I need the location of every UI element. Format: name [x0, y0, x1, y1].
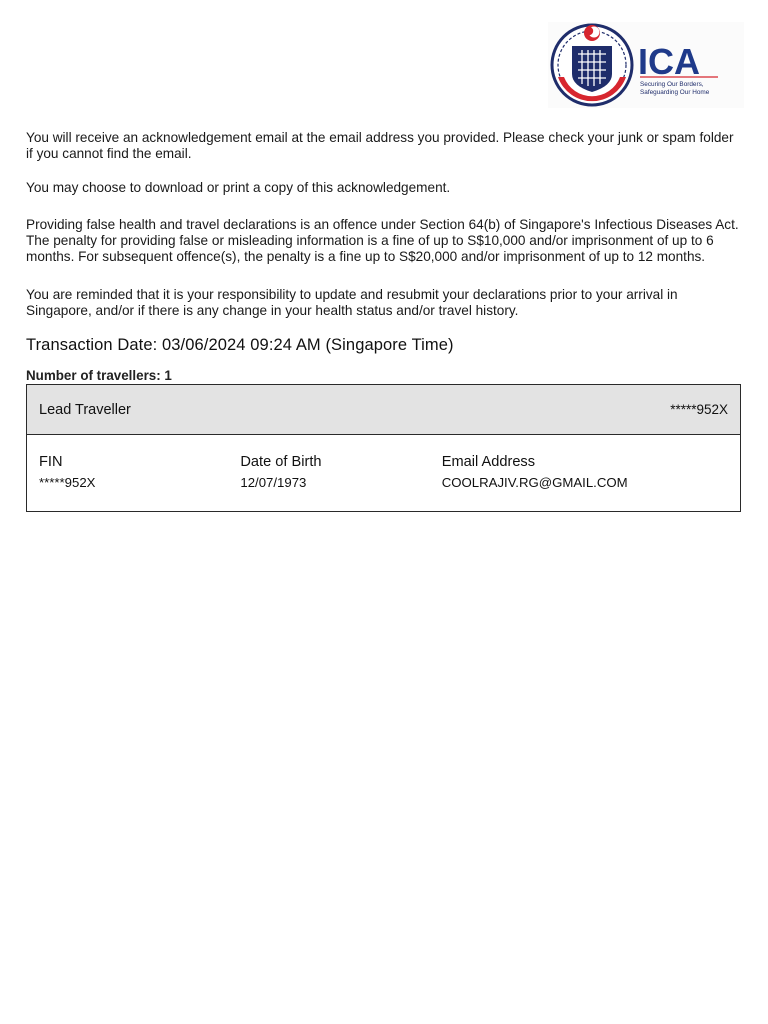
dob-value: 12/07/1973: [240, 475, 307, 491]
dob-field: [240, 454, 441, 491]
email-notice-paragraph: You will receive an acknowledgement email at the email address you provided. Please check your junk or spam folder if you cannot find the email.: [26, 130, 734, 161]
ica-logo: [548, 22, 744, 108]
dob-label: Date of Birth: [240, 454, 322, 471]
traveller-id: *****952X: [670, 402, 728, 418]
ica-crest-icon: [548, 22, 744, 108]
traveller-title: Lead Traveller: [39, 401, 131, 418]
traveller-card: [26, 384, 741, 512]
email-value: COOLRAJIV.RG@GMAIL.COM: [441, 475, 628, 491]
email-field: [442, 454, 728, 491]
number-of-travellers: Number of travellers: 1: [26, 368, 172, 384]
acknowledgement-content: [26, 130, 744, 512]
reminder-paragraph: You are reminded that it is your responsibility to update and resubmit your declarations prior to your arrival in Singapore, and/or if there is any change in your health status and/or travel history.: [26, 286, 678, 318]
download-notice-paragraph: You may choose to download or print a copy of this acknowledgement.: [26, 179, 451, 195]
penalty-notice-paragraph: Providing false health and travel declarations is an offence under Section 64(b) of Singapore's Infectious Diseases Act. The penalty for providing false or misleading information is a fine of up to S$10,000 and/or imprisonment of up to 6 months. For subsequent offence(s), the penalty is a fine up to S$20,000 and/or imprisonment of up to 12 months.: [26, 217, 739, 264]
fin-label: FIN: [39, 454, 63, 471]
traveller-card-header: [27, 385, 740, 435]
svg-text:Safeguarding Our Home: Safeguarding Our Home: [640, 89, 710, 96]
svg-text:Securing Our Borders,: Securing Our Borders,: [640, 81, 704, 88]
fin-field: [39, 454, 240, 491]
traveller-details: [27, 435, 740, 511]
email-label: Email Address: [441, 454, 536, 471]
fin-value: *****952X: [39, 475, 96, 491]
transaction-date: Transaction Date: 03/06/2024 09:24 AM (Singapore Time): [26, 336, 454, 355]
svg-text:ICA: ICA: [638, 41, 700, 82]
